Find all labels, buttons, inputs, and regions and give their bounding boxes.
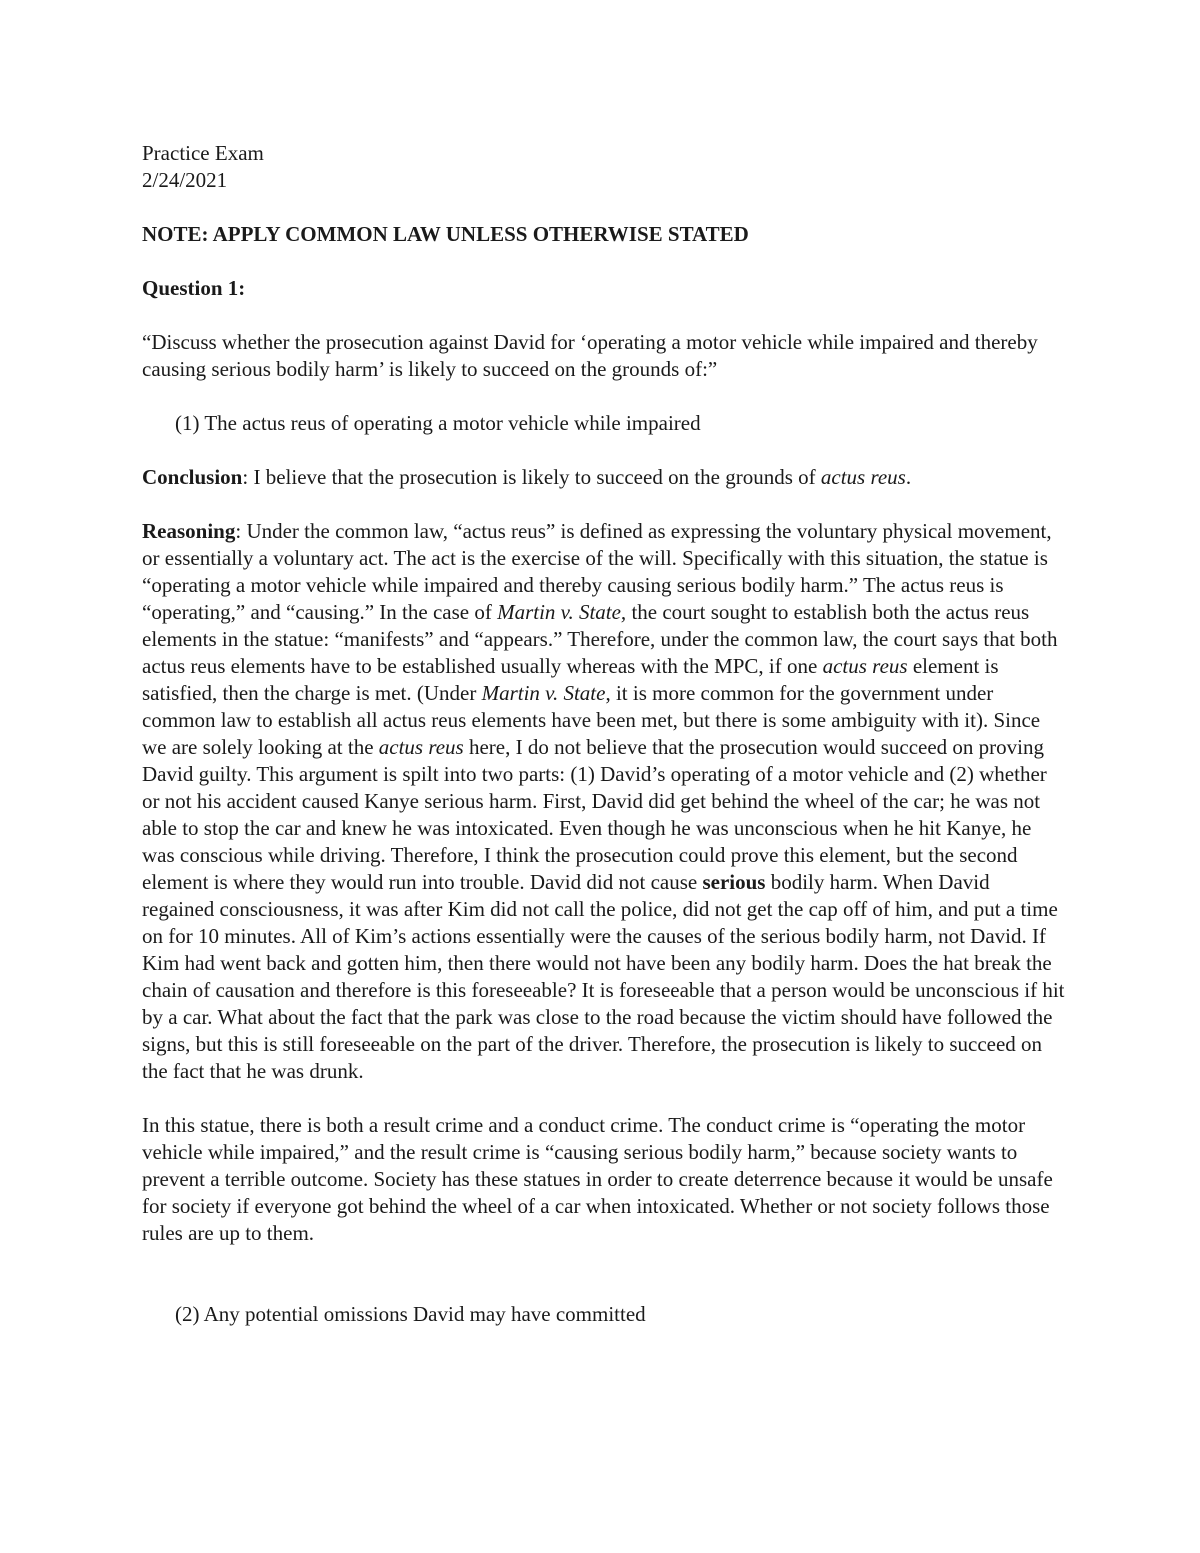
conclusion-end: .: [905, 465, 912, 489]
term-actus-reus-1: actus reus: [822, 654, 908, 678]
conclusion-label: Conclusion: [142, 465, 243, 489]
conclusion-italic: actus reus: [820, 465, 906, 489]
document-title: Practice Exam: [142, 141, 264, 165]
document-page: [142, 140, 1067, 1328]
document-header: [142, 140, 1067, 194]
question-prompt: “Discuss whether the prosecution against David for ‘operating a motor vehicle while impaired and thereby causing serious bodily harm’ is likely to succeed on the grounds of:”: [142, 330, 1038, 381]
question-heading: [142, 275, 1067, 302]
conclusion-paragraph: [142, 464, 1067, 491]
reasoning-label: Reasoning: [142, 519, 236, 543]
emphasis-serious: serious: [702, 870, 766, 894]
reasoning-text-6: bodily harm. When David regained consciousness, it was after Kim did not call the police, did not get the cap off of him, and put a time on for 10 minutes. All of Kim’s actions essentially were the causes of the serious bodily harm, not David. If Kim had went back and gotten him, then there would not have been any bodily harm. Does the hat break the chain of causation and therefore is this foreseeable? It is foreseeable that a person would be unconscious if hit by a car. What about the fact that the park was close to the road because the victim should have followed the signs, but this is still foreseeable on the part of the driver. Therefore, the prosecution is likely to succeed on the fact that he was drunk.: [142, 870, 1065, 1083]
statute-paragraph: In this statue, there is both a result crime and a conduct crime. The conduct crime is “operating the motor vehicle while impaired,” and the result crime is “causing serious bodily harm,” because society wants to prevent a terrible outcome. Society has these statues in order to create deterrence because it would be unsafe for society if everyone got behind the wheel of a car when intoxicated. Whether or not society follows those rules are up to them.: [142, 1113, 1053, 1245]
reasoning-paragraph: [142, 518, 1067, 1085]
term-actus-reus-2: actus reus: [378, 735, 464, 759]
note-heading: [142, 221, 1067, 248]
question-item-2: (2) Any potential omissions David may have committed: [175, 1302, 646, 1326]
reasoning-text-4: , it is more common for the government under common law to establish all actus reus elements have been met, but there is some ambiguity with it). Since we are solely looking at the: [142, 681, 1041, 759]
reasoning-text-5: here, I do not believe that the prosecution would succeed on proving David guilty. This argument is spilt into two parts: (1) David’s operating of a motor vehicle and (2) whether or not his accident caused Kanye serious harm. First, David did get behind the wheel of the car; he was not able to stop the car and knew he was intoxicated. Even though he was unconscious when he hit Kanye, he was conscious while driving. Therefore, I think the prosecution could prove this element, but the second element is where they would run into trouble. David did not cause: [142, 735, 1047, 894]
reasoning-text-3: element is satisfied, then the charge is met. (Under: [142, 654, 999, 705]
question-item-1: (1) The actus reus of operating a motor vehicle while impaired: [175, 411, 701, 435]
question-label: Question 1:: [142, 276, 246, 300]
conclusion-text: : I believe that the prosecution is likely to succeed on the grounds of: [242, 465, 821, 489]
note-text: NOTE: APPLY COMMON LAW UNLESS OTHERWISE STATED: [142, 222, 749, 246]
case-name-martin-2: Martin v. State: [481, 681, 606, 705]
document-date: 2/24/2021: [142, 168, 228, 192]
reasoning-text-1: : Under the common law, “actus reus” is defined as expressing the voluntary physical movement, or essentially a voluntary act. The act is the exercise of the will. Specifically with this situation, the statue is “operating a motor vehicle while impaired and thereby causing serious bodily harm.” The actus reus is “operating,” and “causing.” In the case of: [142, 519, 1052, 624]
case-name-martin-1: Martin v. State,: [497, 600, 627, 624]
reasoning-text-2: the court sought to establish both the actus reus elements in the statue: “manifests” and “appears.” Therefore, under the common law, the court says that both actus reus elements have to be established usually whereas with the MPC, if one: [142, 600, 1058, 678]
